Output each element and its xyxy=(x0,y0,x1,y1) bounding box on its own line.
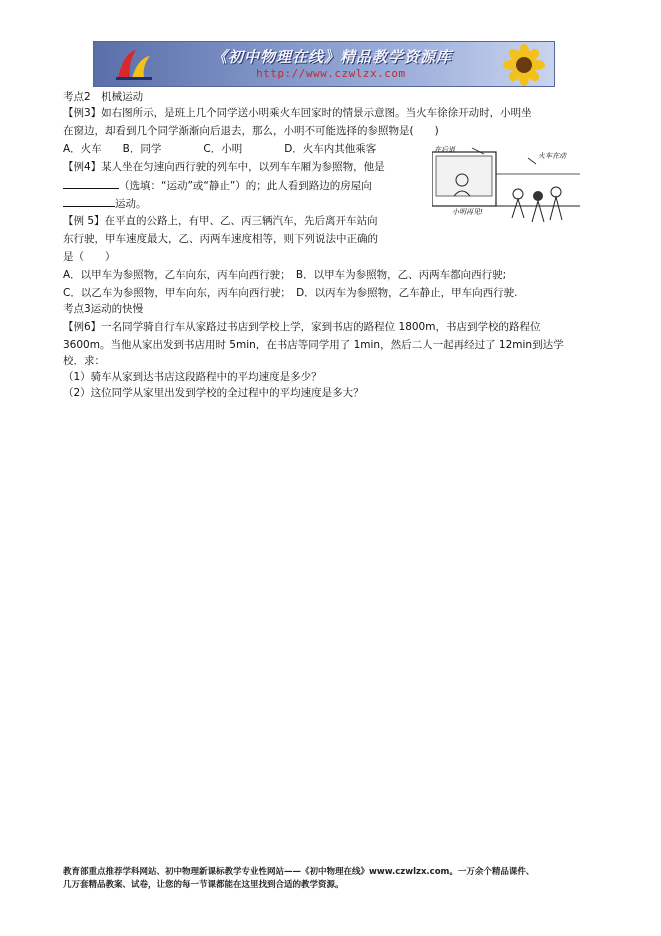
example5-line1: 【例 5】在平直的公路上，有甲、乙、丙三辆汽车，先后离开车站向 xyxy=(63,215,378,227)
example5-options-ab: A．以甲车为参照物，乙车向东，丙车向西行驶； B．以甲车为参照物，乙、丙两车都向西行驶; xyxy=(63,269,507,281)
site-logo-icon xyxy=(114,48,154,82)
answer-blank[interactable] xyxy=(63,196,115,207)
example6-line3: 校．求： xyxy=(63,355,105,367)
example6-question1: （1）骑车从家到达书店这段路程中的平均速度是多少？ xyxy=(63,371,322,383)
example3-line1: 【例3】如右图所示，是班上几个同学送小明乘火车回家时的情景示意图。当火车徐徐开动时，小明坐 xyxy=(63,107,532,119)
banner-url[interactable]: http://www.czwlzx.com xyxy=(256,67,406,80)
example3-options: A．火车 B．同学 C．小明 D．火车内其他乘客 xyxy=(63,143,377,155)
example5-options-cd: C．以乙车为参照物，甲车向东，丙车向西行驶； D．以丙车为参照物，乙车静止，甲车向西行驶. xyxy=(63,287,518,299)
example3-line2: 在窗边，却看到几个同学渐渐向后退去，那么，小明不可能选择的参照物是( ) xyxy=(63,125,439,137)
section3-heading: 考点3运动的快慢 xyxy=(63,303,144,315)
example4-line1: 【例4】某人坐在匀速向西行驶的列车中，以列车车厢为参照物，他是 xyxy=(63,161,385,173)
example4-line3 xyxy=(63,196,147,211)
example4-line3-text: 运动。 xyxy=(115,198,147,210)
banner-title: 《初中物理在线》精品教学资源库 xyxy=(212,48,453,66)
section2-heading: 考点2 机械运动 xyxy=(63,91,144,103)
example6-line1: 【例6】一名同学骑自行车从家路过书店到学校上学，家到书店的路程位 1800m，书店到学校的路程位 xyxy=(63,321,541,333)
sunflower-icon xyxy=(498,44,550,86)
train-farewell-illustration xyxy=(432,146,580,228)
footer-line1: 教育部重点推荐学科网站、初中物理新课标教学专业性网站——《初中物理在线》www.czwlzx.com。一万余个精品课件、 xyxy=(63,867,535,877)
sketch-label-bottom: 小明再见! xyxy=(452,208,483,216)
sketch-label-left: 在后退 xyxy=(434,146,455,154)
example4-line2 xyxy=(63,178,372,193)
example6-question2: （2）这位同学从家里出发到学校的全过程中的平均速度是多大？ xyxy=(63,387,364,399)
example5-line2: 东行驶，甲车速度最大，乙、丙两车速度相等，则下列说法中正确的 xyxy=(63,233,378,245)
example5-line3: 是（ ） xyxy=(63,251,116,263)
sketch-label-right: 火车在动 xyxy=(538,152,566,160)
footer-line2: 几万套精品教案、试卷，让您的每一节课都能在这里找到合适的教学资源。 xyxy=(63,880,344,890)
site-banner xyxy=(93,41,555,87)
example4-line2-text: （选填：“运动”或“静止”）的；此人看到路边的房屋向 xyxy=(119,180,372,192)
example6-line2: 3600m。当他从家出发到书店用时 5min，在书店等同学用了 1min，然后二人一起再经过了 12min到达学 xyxy=(63,339,564,351)
answer-blank[interactable] xyxy=(63,178,119,189)
